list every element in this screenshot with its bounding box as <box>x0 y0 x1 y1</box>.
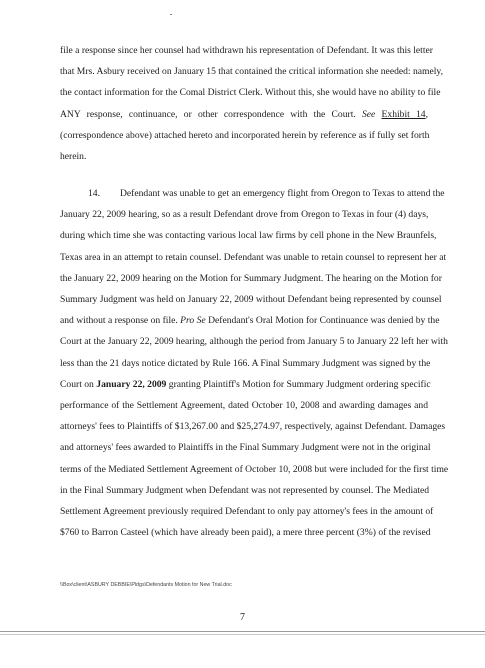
scan-edge-line <box>0 631 485 632</box>
text-line: ANY response, continuance, or other correspondence with the Court. <box>60 108 356 120</box>
page-number: 7 <box>240 612 245 623</box>
text-line: less than the 21 days notice dictated by Rule 166. A Final Summary Judgment was signed by the <box>60 357 431 369</box>
text-line: Texas area in an attempt to retain counsel. Defendant was unable to retain counsel to represent her at <box>60 251 447 263</box>
exhibit-reference: Exhibit 14 <box>381 108 426 120</box>
text-line: herein. <box>60 151 87 163</box>
text-line-with-exhibit: ANY response, continuance, or other correspondence with the Court. See Exhibit 14, <box>60 108 428 120</box>
text-line: Court on <box>60 378 94 390</box>
pro-se-term: Pro Se <box>180 315 206 327</box>
footer-file-path: \\Box\client\ASBURY DEBBIE\Pldgs\Defendants Motion for New Trial.doc <box>60 582 232 588</box>
text-line: Court at the January 22, 2009 hearing, although the period from January 5 to January 22 left her with <box>60 336 448 348</box>
paragraph-number: 14. <box>88 188 100 199</box>
text-line: (correspondence above) attached hereto and incorporated herein by reference as if fully set forth <box>60 129 430 141</box>
text-line: performance of the Settlement Agreement, dated October 10, 2008 and awarding damages and <box>60 400 428 412</box>
text-line-pro-se <box>60 310 440 331</box>
text-line: during which time she was contacting various local law firms by cell phone in the New Braunfels, <box>60 230 437 242</box>
text-line-first <box>60 183 445 204</box>
text-line: that Mrs. Asbury received on January 15 that contained the critical information she needed: namely, <box>60 66 444 78</box>
text-line: $760 to Barron Casteel (which have already been paid), a mere three percent (3%) of the revised <box>60 527 431 539</box>
text-line: and without a response on file. <box>60 315 178 327</box>
text-line: the January 22, 2009 hearing on the Motion for Summary Judgment. The hearing on the Motion for <box>60 272 442 284</box>
text-line: file a response since her counsel had withdrawn his representation of Defendant. It was this letter <box>60 45 433 56</box>
text-line: January 22, 2009 hearing, so as a result Defendant drove from Oregon to Texas in four (4) days, <box>60 209 429 221</box>
scan-speck <box>170 14 172 15</box>
text-line: Settlement Agreement previously required Defendant to only pay attorney's fees in the amount of <box>60 506 434 518</box>
text-line: granting Plaintiff's Motion for Summary Judgment ordering specific <box>168 378 431 390</box>
text-line: the contact information for the Comal District Clerk. Without this, she would have no ability to file <box>60 87 441 99</box>
text-line: and attorneys' fees awarded to Plaintiffs in the Final Summary Judgment were not in the original <box>60 442 431 454</box>
judgment-date: January 22, 2009 <box>96 378 167 390</box>
text-line: terms of the Mediated Settlement Agreement of October 10, 2008 but were included for the first time <box>60 463 449 475</box>
text-line: Defendant's Oral Motion for Continuance was denied by the <box>208 315 440 327</box>
text-line-judgment-date <box>60 374 431 395</box>
see-signal: See <box>361 108 376 120</box>
text-line: Defendant was unable to get an emergency flight from Oregon to Texas to attend the <box>120 188 445 199</box>
paragraph-14 <box>60 183 449 543</box>
text-line: attorneys' fees to Plaintiffs of $13,267.00 and $25,274.97, respectively, against Defendant. Damages <box>60 421 446 433</box>
scan-edge-line-secondary <box>0 634 485 635</box>
text-line: Summary Judgment was held on January 22, 2009 without Defendant being represented by counsel <box>60 294 442 306</box>
text-line: in the Final Summary Judgment when Defendant was not represented by counsel. The Mediated <box>60 484 430 496</box>
paragraph-continuation <box>60 40 444 167</box>
